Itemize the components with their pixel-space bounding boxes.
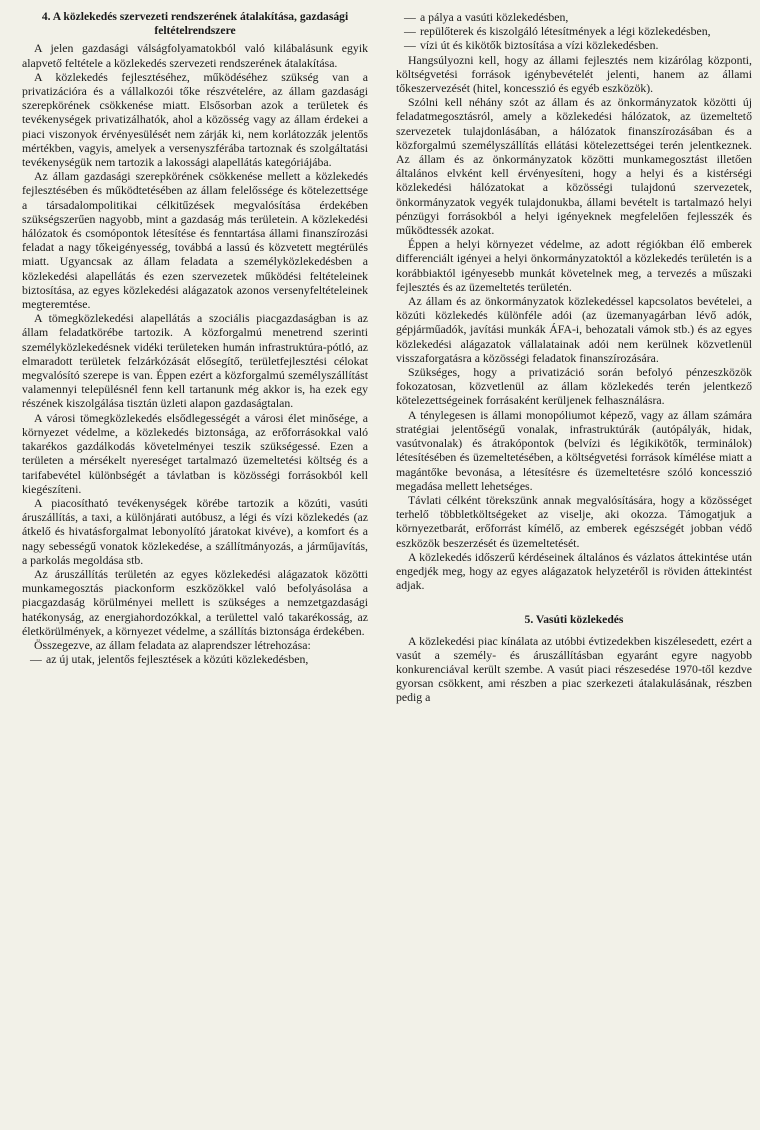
right-column — [396, 10, 752, 705]
paragraph: A városi tömegközlekedés elsődlegességét a városi élet minősége, a környezet védelme, a közlekedés biztonsága, az erőforrásokkal való takarékos gazdálkodás követelményei teszik szükségessé. Ezen a területen a mérsékelt nyereséget tartalmazó üzemeltetési költség és a tarifabevétel különbségét a távlatban is közösségi forrásokból kell kiegészíteni. — [22, 410, 368, 496]
list-item-text: az új utak, jelentős fejlesztések a közúti közlekedésben, — [46, 652, 309, 667]
paragraph: Éppen a helyi környezet védelme, az adott régiókban élő emberek differenciált igényei a helyi önkormányzatoktól a közlekedés területén is a korábbiaktól igényesebb munkát követelnek meg, a tervezés a műszaki fejlesztés és az üzemeltetés területén. — [396, 237, 752, 294]
paragraph: A tömegközlekedési alapellátás a szociális piacgazdaságban is az állam feladatkörébe tartozik. A közforgalmú menetrend szerinti személyközlekedésnek vidéki területeken humán infrastruktúra-pótló, az elmaradott területek felzárkózását elősegítő, területfejlesztési célokat megvalósító szerepe is van. Éppen ezért a közforgalmú személyszállítást valamennyi településnél fenn kell tartanunk még akkor is, ha ezek egy részének kiszolgálása tisztán üzleti alapon gazdaságtalan. — [22, 311, 368, 411]
paragraph: A közlekedés fejlesztéséhez, működéséhez szükség van a privatizációra és a vállalkozói tőke részvételére, az állam gazdasági szerepkörének csökkenése miatt. Elsősorban azok a területek és tevékenységek privatizálhatók, ahol a közösség vagy az állam érdekei a piaci viszonyok érvényesülését nem zárják ki, nem korlátozzák jelentős mértékben, vagyis, amelyek a versenyszférába tartoznak és szolgáltatási tevékenységük nem tartozik a lakossági alapellátás kategóriájába. — [22, 69, 368, 170]
dash-bullet: — — [404, 38, 416, 53]
paragraph: A jelen gazdasági válságfolyamatokból való kilábalásunk egyik alapvető feltétele a közlekedés szervezeti rendszerének átalakítása. — [22, 41, 368, 70]
paragraph: Az állam gazdasági szerepkörének csökkenése mellett a közlekedés fejlesztésében és működtetésében az állam felelőssége és kötelezettsége a társadalompolitikai célkitűzések megvalósítása érdekében szükségszerűen nagyobb, mint a gazdaság más területein. A közlekedési hálózatok és csomópontok létesítése és fenntartása állami finanszírozási feladat a nagy tőkeigényesség, továbbá a lassú és közvetett megtérülés miatt. Ugyancsak az állam feladata a személyközlekedésben a közlekedési alapellátás és ezen szervezetek működési feltételeinek biztosítása, az egyes közlekedési alágazatok azonos versenyfeltételeinek megteremtése. — [22, 169, 368, 312]
dash-bullet: — — [404, 24, 416, 39]
left-column — [22, 10, 368, 666]
section-heading-4: 4. A közlekedés szervezeti rendszerének átalakítása, gazdasági feltételrendszere — [41, 10, 349, 38]
paragraph: Összegezve, az állam feladata az alaprendszer létrehozása: — [34, 637, 311, 652]
section-heading-5: 5. Vasúti közlekedés — [524, 613, 624, 627]
list-item — [396, 10, 752, 24]
list-item — [396, 38, 752, 52]
paragraph: A piacosítható tevékenységek körébe tartozik a közúti, vasúti áruszállítás, a taxi, a különjárati autóbusz, a légi és vízi közlekedés (az átkelő és hivatásforgalmat lebonyolító járatokat kivéve), a komfort és a nagy sebességű vonatok közlekedése, a szállítmányozás, a járműjavítás, a parkolás megoldása stb. — [22, 495, 368, 567]
paragraph: Az áruszállítás területén az egyes közlekedési alágazatok közötti munkamegosztás piackonform eszközökkel való befolyásolása a piacgazdaság körülményei mellett is szükséges a nemzetgazdasági hatékonyság, az energiahordozókkal, a területtel való takarékosság, az életkörülmények, a környezet védelme, a szállítás biztonsága érdekében. — [22, 566, 368, 638]
list-item — [22, 652, 368, 666]
paragraph: Szükséges, hogy a privatizáció során befolyó pénzeszközök fokozatosan, közvetlenül az állam közlekedés terén jelentkező kötelezettségeinek forrásaként kerüljenek felhasználásra. — [396, 365, 752, 408]
paragraph: Az állam és az önkormányzatok közlekedéssel kapcsolatos bevételei, a közúti közlekedés különféle adói (az üzemanyagárban lévő adók, gépjárműadók, javítási munkák ÁFA-i, behozatali vámok stb.) és az egyes közlekedési alágazatok vállalatainak adói nem kerülnek közvetlenül visszaforgatásra a közösségi feladatok finanszírozására. — [396, 294, 752, 365]
list-item — [396, 24, 752, 38]
list-item-text: repülőterek és kiszolgáló létesítmények a légi közlekedésben, — [420, 24, 711, 39]
dash-bullet: — — [404, 10, 416, 24]
dash-bullet: — — [30, 652, 42, 667]
paragraph: Hangsúlyozni kell, hogy az állami fejlesztés nem kizárólag központi, költségvetési források igénybevételét jelenti, hanem az állami tőkeszervezését (hitel, koncesszió és egyéb eszközök). — [396, 52, 752, 96]
paragraph: Távlati célként törekszünk annak megvalósítására, hogy a közösséget terhelő többletköltségeket az viselje, aki okozza. Támogatjuk a környezetbarát, erőforrást kímélő, az emberek egészségét jobban védő eszközök beszerzését és üzemeltetését. — [396, 492, 752, 550]
paragraph: A ténylegesen is állami monopóliumot képező, vagy az állam számára stratégiai jelentőségű vonalak, infrastruktúrák (autópályák, hidak, vasútvonalak) és átrakópontok (belvízi és légikikötők, terminálok) létesítésében és üzemeltetésében, a költségvetési források kímélése miatt a magántőke bevonása, a létesítésre és üzemeltetésre szóló koncesszió megadása mellett lehetséges. — [396, 407, 752, 493]
paragraph: A közlekedés időszerű kérdéseinek általános és vázlatos áttekintése után engedjék meg, hogy az egyes alágazatok helyzetéről is röviden áttekintést adjak. — [396, 549, 752, 593]
paragraph: Szólni kell néhány szót az állam és az önkormányzatok közötti új feladatmegosztásról, amely a közlekedési hálózatok, az üzemeltető szervezetek tulajdonlásában, a hálózatok finanszírozásában és a közforgalmú személyszállítás ellátási kötelezettségei terén jelentkeznek. Az állam és az önkormányzatok közötti munkamegosztást illetően általános elvként kell érvényesíteni, hogy a helyi és a kistérségi közlekedési hálózatokat a közösségi tulajdonú szervezetek, önkormányzatok vegyék tulajdonukba, állami bevételt is tartalmazó helyi pénzügyi forrásokból a helyi igényeknek megfelelően fejlesszék és működtessék azokat. — [396, 95, 752, 238]
paragraph: A közlekedési piac kínálata az utóbbi évtizedekben kiszélesedett, ezért a vasút a személy- és áruszállításban egyaránt egyre nagyobb konkurenciával került szembe. A vasút piaci részesedése 1970-től kezdve gyorsan csökkent, ami részben a piac szerkezeti átalakulásának, részben pedig a — [396, 633, 752, 705]
list-item-text: vízi út és kikötők biztosítása a vízi közlekedésben. — [420, 38, 659, 53]
list-item-text: a pálya a vasúti közlekedésben, — [420, 10, 569, 24]
